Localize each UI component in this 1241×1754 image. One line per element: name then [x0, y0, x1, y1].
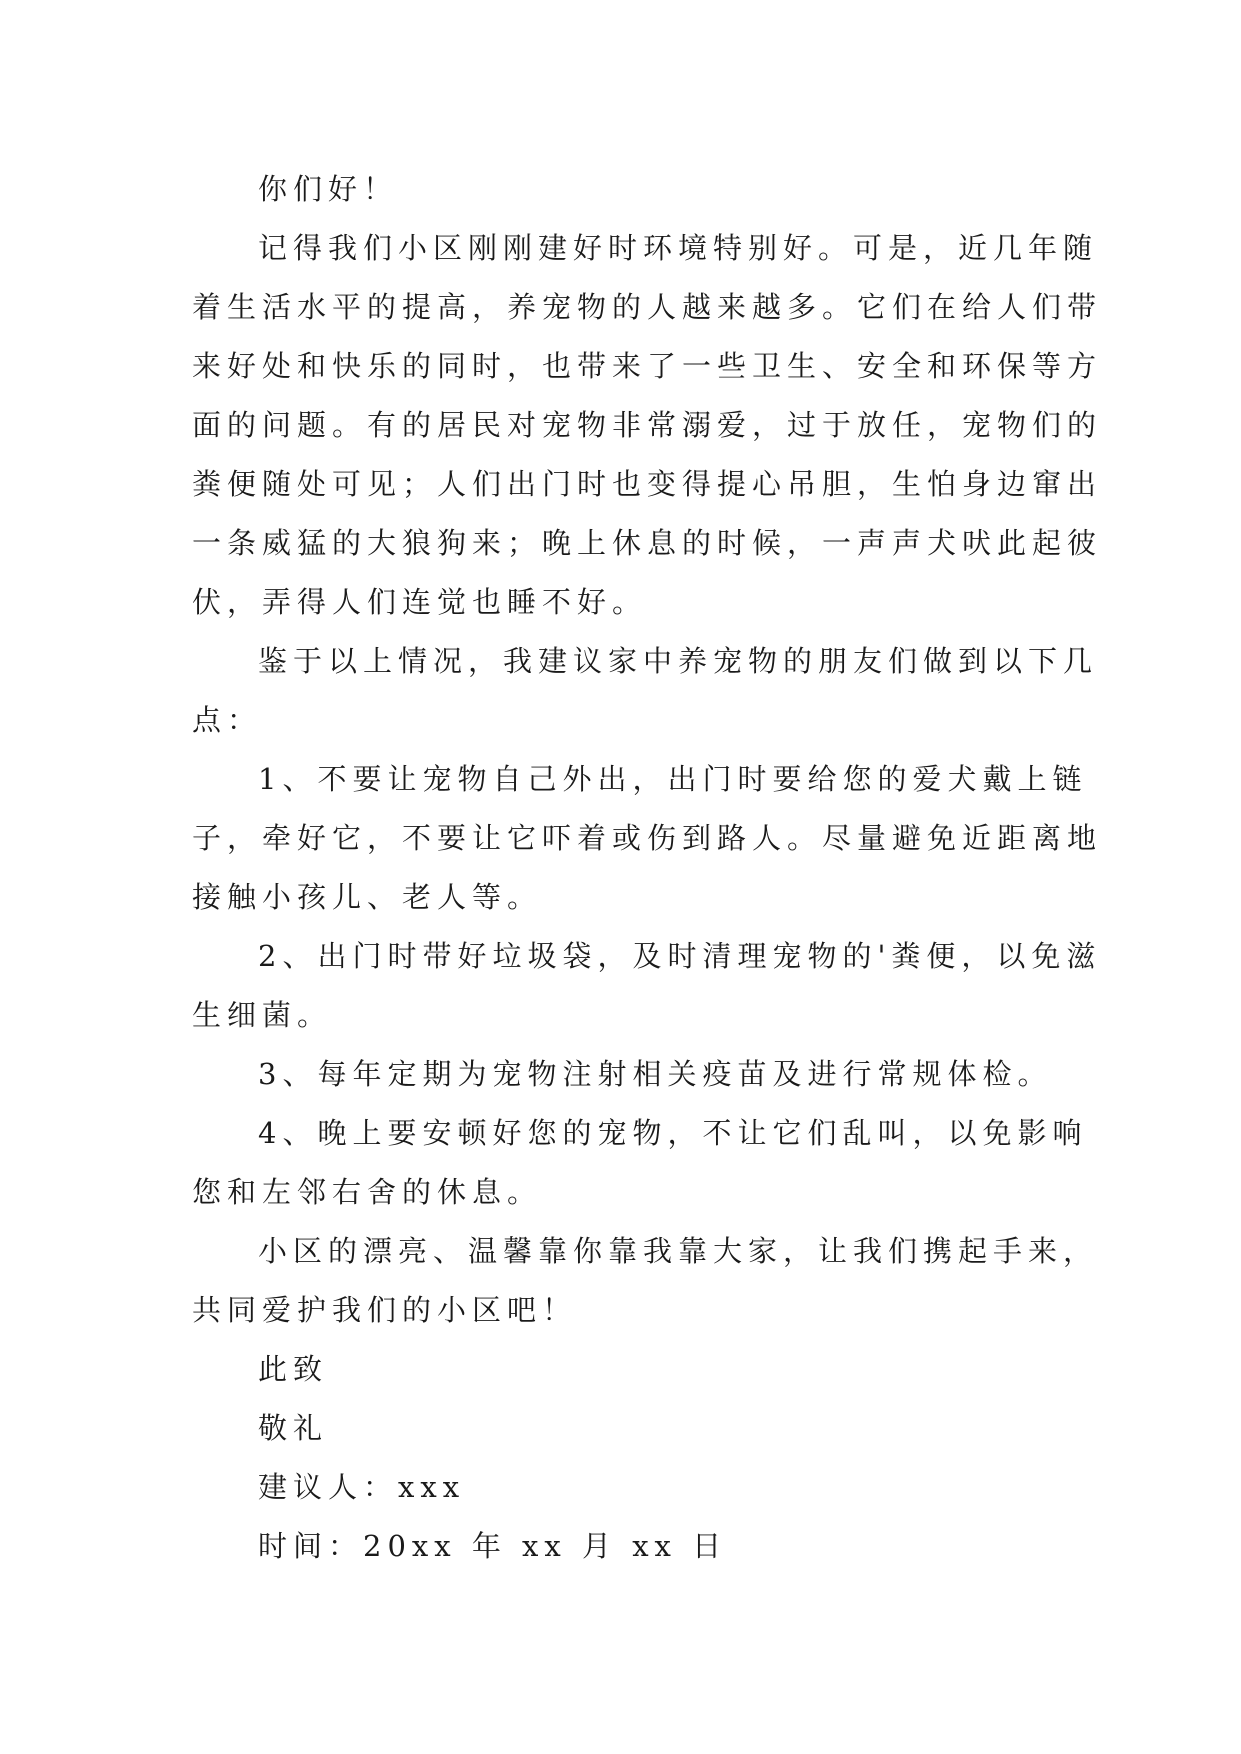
paragraph-line: 伏，弄得人们连觉也睡不好。	[192, 585, 648, 619]
closing-salutation: 此致	[258, 1352, 329, 1386]
paragraph-line: 3、每年定期为宠物注射相关疫苗及进行常规体检。	[258, 1057, 1053, 1091]
paragraph-line: 记得我们小区刚刚建好时环境特别好。可是，近几年随	[258, 231, 1099, 265]
paragraph-line: 您和左邻右舍的休息。	[192, 1175, 543, 1209]
letter-closing	[192, 1340, 1052, 1576]
paragraph-line: 生细菌。	[192, 998, 333, 1032]
paragraph-line: 接触小孩儿、老人等。	[192, 880, 543, 914]
paragraph-line: 子，牵好它，不要让它吓着或伤到路人。尽量避免近距离地	[192, 821, 1103, 855]
paragraph-line: 粪便随处可见；人们出门时也变得提心吊胆，生怕身边窜出	[192, 467, 1103, 501]
paragraph-line: 点：	[192, 703, 263, 737]
paragraph-line: 着生活水平的提高，养宠物的人越来越多。它们在给人们带	[192, 290, 1103, 324]
paragraph-line: 鉴于以上情况，我建议家中养宠物的朋友们做到以下几	[258, 644, 1099, 678]
paragraph-line: 来好处和快乐的同时，也带来了一些卫生、安全和环保等方	[192, 349, 1103, 383]
paragraph-line: 小区的漂亮、温馨靠你靠我靠大家，让我们携起手来，	[258, 1234, 1099, 1268]
suggestion-3	[192, 1045, 1052, 1104]
letter-page	[192, 160, 1103, 1576]
paragraph-line: 4、晚上要安顿好您的宠物，不让它们乱叫，以免影响	[258, 1116, 1088, 1150]
paragraph-line: 一条威猛的大狼狗来；晚上休息的时候，一声声犬吠此起彼	[192, 526, 1103, 560]
appeal-paragraph	[192, 1222, 1099, 1340]
closing-regards: 敬礼	[258, 1411, 329, 1445]
paragraph-2	[192, 632, 1099, 750]
paragraph-1	[192, 219, 1103, 632]
paragraph-line: 1、不要让宠物自己外出，出门时要给您的爱犬戴上链	[258, 762, 1088, 796]
proposer-signature: 建议人：xxx	[258, 1470, 466, 1504]
letter-date: 时间：20xx 年 xx 月 xx 日	[258, 1529, 728, 1563]
suggestion-4	[192, 1104, 1088, 1222]
suggestion-2	[192, 927, 1102, 1045]
paragraph-line: 面的问题。有的居民对宠物非常溺爱，过于放任，宠物们的	[192, 408, 1103, 442]
paragraph-line: 2、出门时带好垃圾袋，及时清理宠物的'粪便，以免滋	[258, 939, 1102, 973]
letter-greeting: 你们好！	[258, 172, 399, 206]
suggestion-1	[192, 750, 1103, 927]
paragraph-line: 共同爱护我们的小区吧！	[192, 1293, 578, 1327]
